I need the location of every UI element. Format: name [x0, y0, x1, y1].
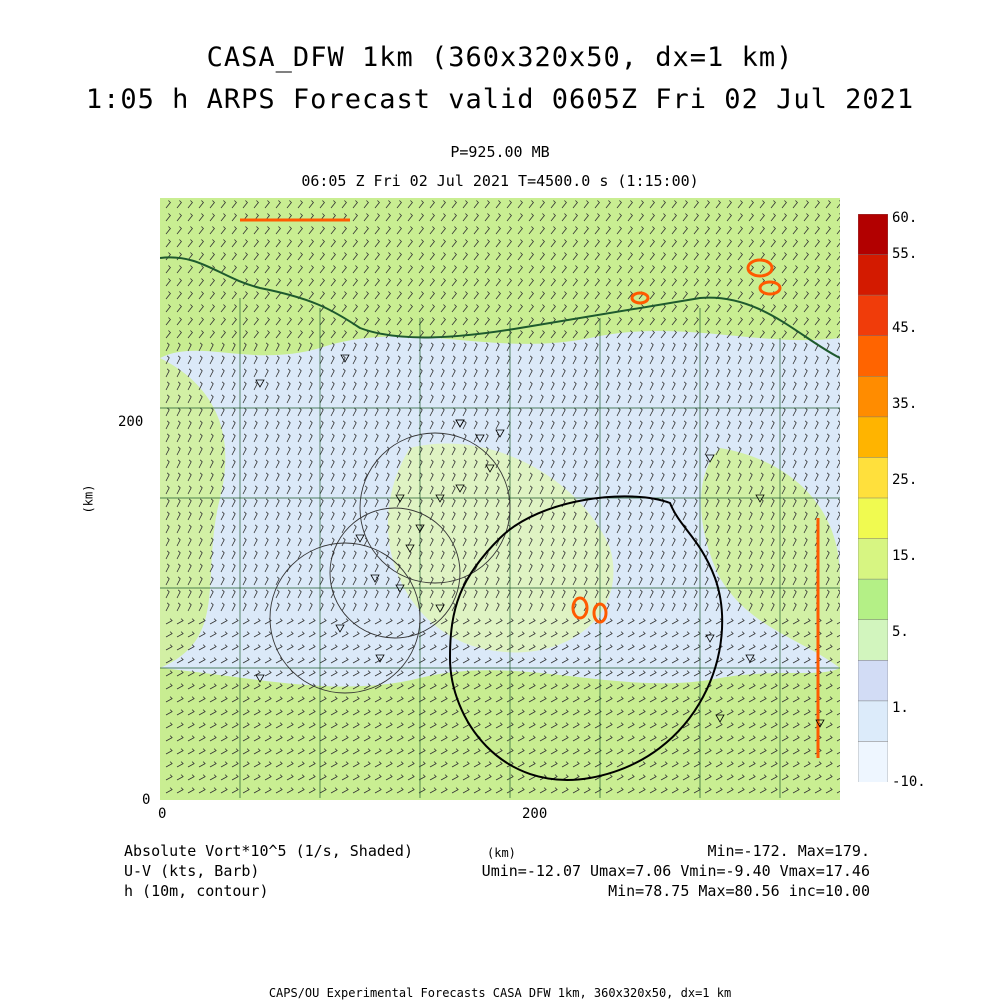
colorbar-swatch — [858, 295, 888, 336]
colorbar-label: 25. — [892, 472, 918, 488]
colorbar-swatch — [858, 336, 888, 377]
colorbar-label: 60. — [892, 210, 918, 226]
x-tick-0: 0 — [158, 806, 167, 822]
colorbar-swatch — [858, 376, 888, 417]
legend-field1-stats: Min=-172. Max=179. — [707, 842, 870, 860]
colorbar — [858, 214, 888, 782]
y-tick-200: 200 — [118, 414, 144, 430]
colorbar-label: 5. — [892, 624, 909, 640]
colorbar-swatch — [858, 620, 888, 661]
colorbar-label: 1. — [892, 700, 909, 716]
colorbar-swatch — [858, 539, 888, 580]
footer-credit: CAPS/OU Experimental Forecasts CASA DFW 1km, 360x320x50, dx=1 km — [268, 986, 732, 1000]
pressure-level-label: P=925.00 MB — [450, 143, 550, 161]
x-axis-label: (km) — [487, 846, 516, 860]
legend-field3-stats: Min=78.75 Max=80.56 inc=10.00 — [608, 882, 870, 900]
y-axis-label: (km) — [81, 484, 96, 514]
colorbar-swatch — [858, 660, 888, 701]
colorbar-swatch — [858, 741, 888, 782]
legend-field2-stats: Umin=-12.07 Umax=7.06 Vmin=-9.40 Vmax=17.46 — [481, 862, 870, 880]
colorbar-label: 45. — [892, 320, 918, 336]
colorbar-swatch — [858, 579, 888, 620]
legend-field2: U-V (kts, Barb) — [124, 862, 260, 880]
vorticity-patch-south — [160, 668, 840, 800]
forecast-map — [160, 198, 840, 800]
colorbar-swatch — [858, 701, 888, 742]
colorbar-swatch — [858, 457, 888, 498]
legend-field3: h (10m, contour) — [124, 882, 269, 900]
x-tick-200: 200 — [522, 806, 548, 822]
vorticity-patch-north — [160, 198, 840, 358]
colorbar-label: 35. — [892, 396, 918, 412]
colorbar-swatch — [858, 498, 888, 539]
plot-title-line2: 1:05 h ARPS Forecast valid 0605Z Fri 02 Jul 2021 — [85, 84, 915, 115]
colorbar-label: 55. — [892, 246, 918, 262]
valid-time-label: 06:05 Z Fri 02 Jul 2021 T=4500.0 s (1:15:00) — [301, 172, 699, 190]
plot-title-line1: CASA_DFW 1km (360x320x50, dx=1 km) — [206, 42, 794, 73]
colorbar-label: -10. — [892, 774, 926, 790]
y-tick-0: 0 — [142, 792, 151, 808]
colorbar-swatch — [858, 255, 888, 296]
legend-field1: Absolute Vort*10^5 (1/s, Shaded) — [124, 842, 413, 860]
colorbar-swatch — [858, 417, 888, 458]
colorbar-label: 15. — [892, 548, 918, 564]
colorbar-swatch — [858, 214, 888, 255]
